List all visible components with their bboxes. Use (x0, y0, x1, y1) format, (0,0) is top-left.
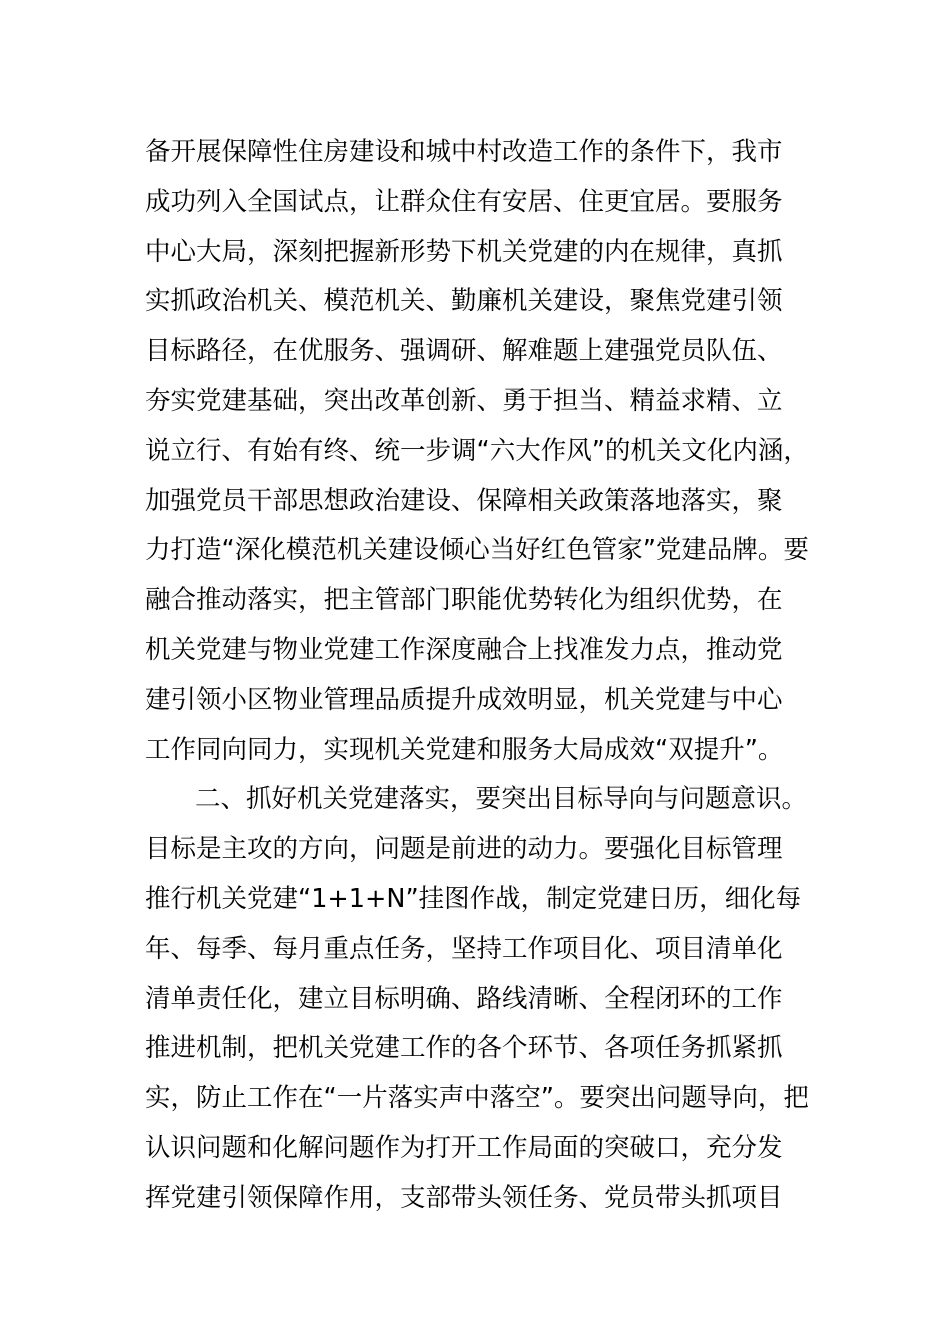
text-line: 说立行、有始有终、统一步调“六大作风”的机关文化内涵， (145, 435, 809, 466)
text-line: 推进机制，把机关党建工作的各个环节、各项任务抓紧抓 (145, 1033, 783, 1064)
text-line: 清单责任化，建立目标明确、路线清晰、全程闭环的工作 (145, 983, 783, 1014)
text-line: 目标是主攻的方向，问题是前进的动力。要强化目标管理 (145, 834, 783, 865)
text-line: 力打造“深化模范机关建设倾心当好红色管家”党建品牌。要 (145, 535, 809, 566)
text-line: 中心大局，深刻把握新形势下机关党建的内在规律，真抓 (145, 236, 783, 267)
section-heading-line: 二、抓好机关党建落实，要突出目标导向与问题意识。 (195, 784, 808, 815)
text-line: 加强党员干部思想政治建设、保障相关政策落地落实，聚 (145, 485, 783, 516)
text-line: 成功列入全国试点，让群众住有安居、住更宜居。要服务 (145, 186, 783, 217)
text-line: 认识问题和化解问题作为打开工作局面的突破口，充分发 (145, 1132, 783, 1163)
text-line: 年、每季、每月重点任务，坚持工作项目化、项目清单化 (145, 933, 783, 964)
text-line: 实抓政治机关、模范机关、勤廉机关建设，聚焦党建引领 (145, 286, 783, 317)
text-line: 目标路径，在优服务、强调研、解难题上建强党员队伍、 (145, 336, 783, 367)
text-line: 工作同向同力，实现机关党建和服务大局成效“双提升”。 (145, 734, 784, 765)
text-line: 机关党建与物业党建工作深度融合上找准发力点，推动党 (145, 634, 783, 665)
text-line: 备开展保障性住房建设和城中村改造工作的条件下，我市 (145, 137, 783, 167)
text-line: 推行机关党建“1+1+N”挂图作战，制定党建日历，细化每 (145, 883, 802, 914)
body-text (145, 128, 845, 1224)
text-line: 实，防止工作在“一片落实声中落空”。要突出问题导向，把 (145, 1083, 809, 1114)
text-line: 夯实党建基础，突出改革创新、勇于担当、精益求精、立 (145, 385, 783, 416)
text-line: 挥党建引领保障作用，支部带头领任务、党员带头抓项目 (145, 1182, 783, 1213)
text-line: 融合推动落实，把主管部门职能优势转化为组织优势，在 (145, 585, 783, 616)
text-line: 建引领小区物业管理品质提升成效明显，机关党建与中心 (145, 684, 783, 715)
